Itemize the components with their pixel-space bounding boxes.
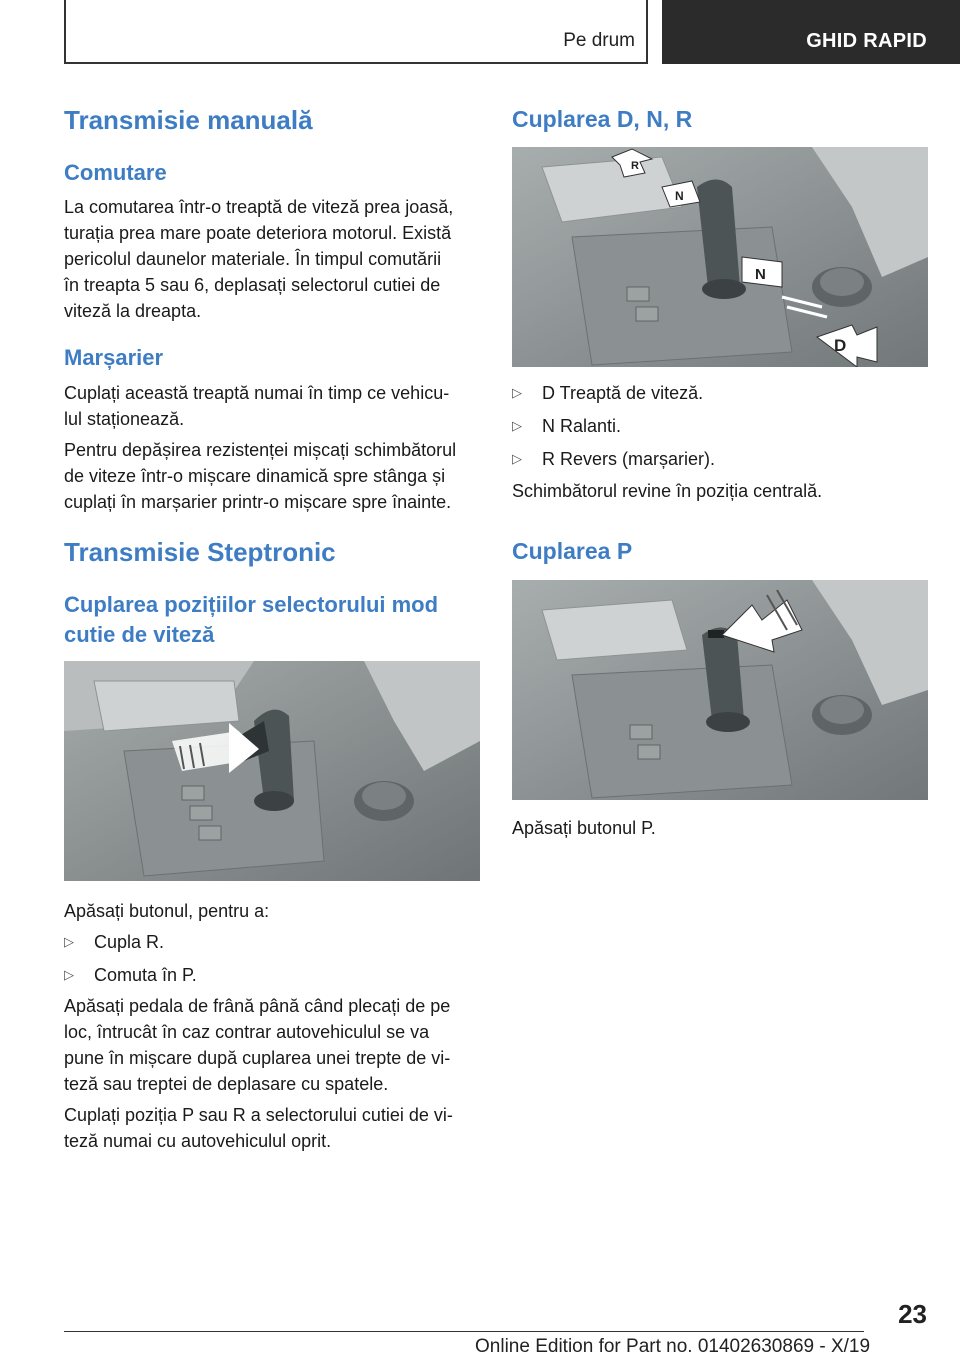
header-tab-label: GHID RAPID [806, 30, 927, 52]
paragraph-apasati-p: Apăsați butonul P. [512, 818, 656, 838]
header-frame [64, 0, 648, 64]
heading-transmisie-manuala: Transmisie manuală [64, 105, 313, 135]
label-n-lower: N [755, 266, 766, 283]
paragraph-frana: Apăsați pedala de frână până când plecați de pe loc, întrucât în caz contrar autovehiculul se va pune în mișcare după cuplarea unei trepte de vi- teză sau treptei de deplasare cu spatele. [64, 996, 451, 1094]
triangle-right-icon: ▷ [512, 451, 522, 466]
footer-edition: Online Edition for Part no. 01402630869 - X/19 [475, 1336, 871, 1357]
list-item: ▷ Cupla R. [64, 929, 480, 955]
heading-cuplarea-pozitiilor: Cuplarea pozițiilor selectorului mod cutie de viteză [64, 592, 439, 647]
paragraph-marsarier-2: Pentru depășirea rezistenței mișcați schimbătorul de viteze într-o mișcare dinamică spre stânga și cuplați în marșarier printr-o mișcare spre înainte. [64, 440, 457, 512]
paragraph-cuplati: Cuplați poziția P sau R a selectorului cutiei de vi- teză numai cu autovehiculul oprit. [64, 1105, 453, 1151]
footer-divider [64, 1331, 864, 1332]
triangle-right-icon: ▷ [64, 967, 74, 982]
heading-cuplarea-dnr: Cuplarea D, N, R [512, 106, 693, 132]
paragraph-apasati: Apăsați butonul, pentru a: [64, 901, 270, 921]
page-number: 23 [898, 1299, 927, 1329]
heading-comutare: Comutare [64, 160, 167, 185]
label-n-upper: N [675, 189, 684, 203]
list-item: ▷ Comuta în P. [64, 962, 480, 988]
paragraph-revine: Schimbătorul revine în poziția centrală. [512, 481, 823, 501]
list-item: ▷ N Ralanti. [512, 413, 928, 439]
triangle-right-icon: ▷ [512, 385, 522, 400]
header-tab [662, 0, 960, 64]
figure-p-button [512, 580, 928, 800]
paragraph-marsarier-1: Cuplați această treaptă numai în timp ce vehicu- lul staționează. [64, 383, 450, 429]
heading-marsarier: Marșarier [64, 345, 164, 370]
label-d: D [834, 336, 847, 355]
label-r: R [631, 160, 639, 172]
figure-steptronic-button [64, 661, 480, 881]
triangle-right-icon: ▷ [512, 418, 522, 433]
list-item: ▷ R Revers (marșarier). [512, 446, 928, 472]
triangle-right-icon: ▷ [64, 934, 74, 949]
heading-transmisie-steptronic: Transmisie Steptronic [64, 537, 336, 567]
paragraph-comutare: La comutarea într-o treaptă de viteză prea joasă, turația prea mare poate deteriora motorul. Există pericolul daunelor materiale. În timpul comutării în treapta 5 sau 6, deplasați selectorul cutiei de viteză la dreapta. [64, 197, 454, 321]
heading-cuplarea-p: Cuplarea P [512, 538, 633, 564]
list-item: ▷ D Treaptă de viteză. [512, 380, 928, 406]
figure-dnr-shift [512, 147, 928, 367]
header-section-title: Pe drum [563, 30, 635, 51]
